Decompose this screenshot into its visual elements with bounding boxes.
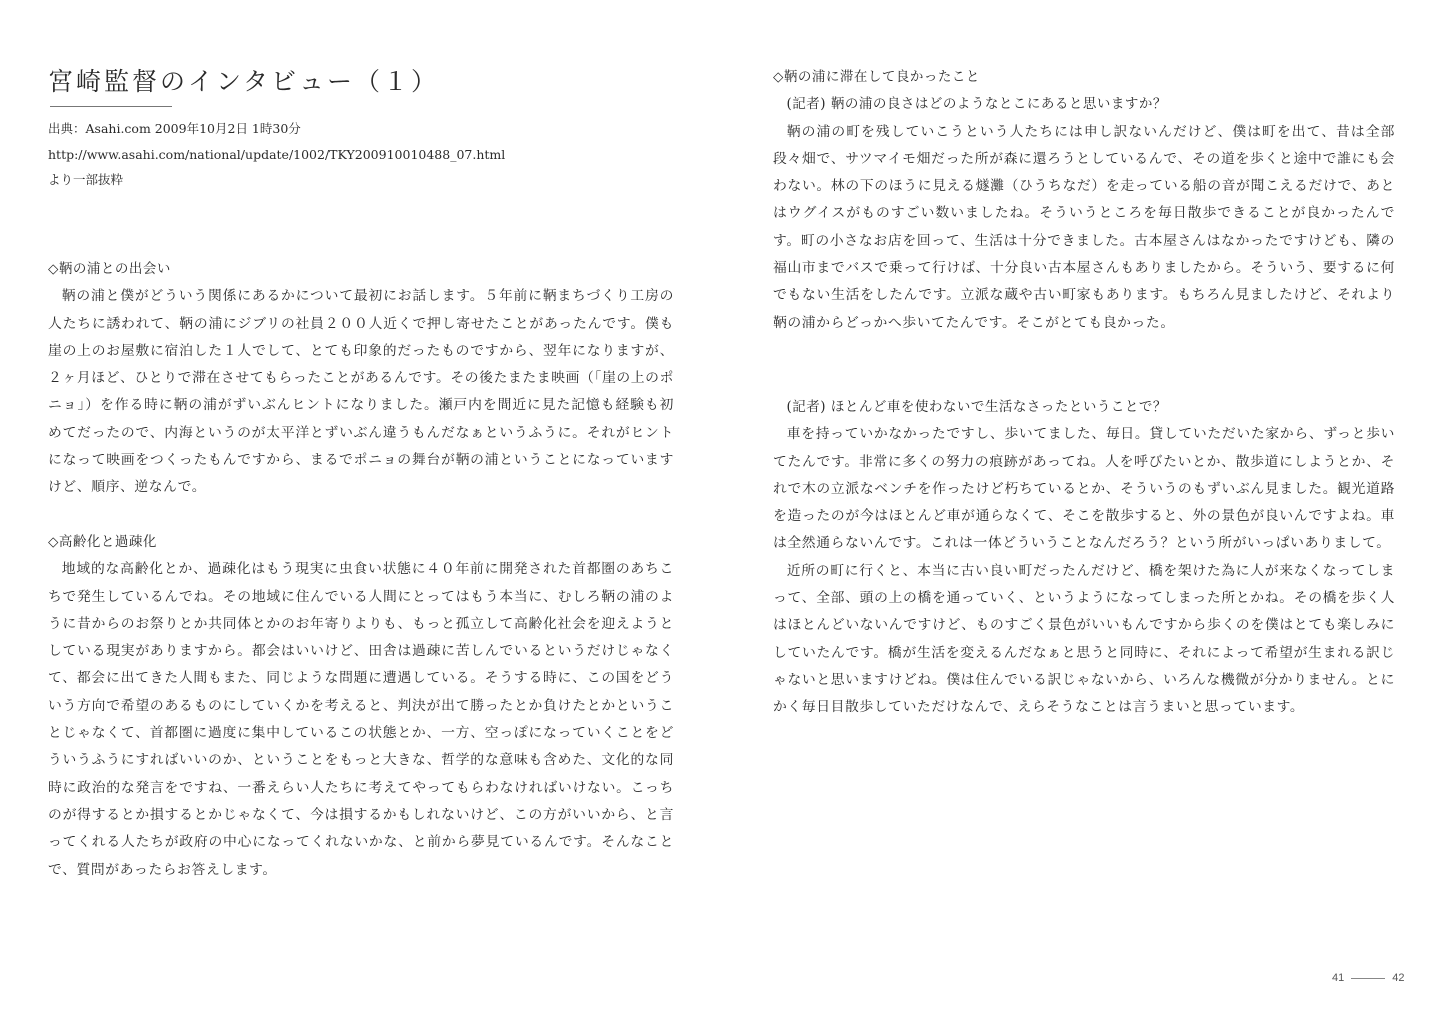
section-body: 鞆の浦と僕がどういう関係にあるかについて最初にお話します。５年前に鞆まちづくり工房の人たちに誘われて、鞆の浦にジブリの社員２００人近くで押し寄せたことがあったんです。僕も崖の上のお屋敷に宿泊した１人でして、とても印象的だったものですから、翌年になりますが、２ヶ月ほど、ひとりで滞在させてもらったことがあるんです。その後たまたま映画（「崖の上のポニョ」）を作る時に鞆の浦がずいぶんヒントになりました。瀬戸内を間近に見た記憶も経験も初めてだったので、内海というのが太平洋とずいぶん違うもんだなぁというふうに。それがヒントになって映画をつくったもんですから、まるでポニョの舞台が鞆の浦ということになっていますけど、順序、逆なんで。 [48, 288, 674, 496]
source-url: http://www.asahi.com/national/update/1002/TKY200910010488_07.html [48, 146, 506, 162]
section-aging [48, 529, 674, 884]
source-citation [48, 116, 674, 193]
section-stay [773, 64, 1395, 337]
interview-question: (記者) 鞆の浦の良さはどのようなとこにあると思いますか？ [786, 96, 1167, 113]
section-heading: ◇鞆の浦に滞在して良かったこと [773, 69, 980, 85]
source-note: より一部抜粋 [48, 172, 124, 187]
page-number-left: 41 [1332, 972, 1345, 984]
page-number-divider [1351, 978, 1385, 979]
section-heading: ◇高齢化と過疎化 [48, 534, 157, 550]
title-underline [50, 106, 172, 107]
answer-body: 車を持っていかなかったですし、歩いてました、毎日。貸していただいた家から、ずっと歩いてたんです。非常に多くの努力の痕跡があってね。人を呼びたいとか、散歩道にしようとか、それで木の立派なベンチを作ったけど朽ちているとか、そういうのもずいぶん見ました。観光道路を造ったのが今はほとんど車が通らなくて、そこを散歩すると、外の景色が良いんですよね。車は全然通らないんです。これは一体どういうことなんだろう？という所がいっぱいありまして。 [773, 426, 1395, 552]
answer-body: 近所の町に行くと、本当に古い良い町だったんだけど、橋を架けた為に人が来なくなってしまって、全部、頭の上の橋を通っていく、というようになってしまった所とかね。その橋を歩く人はほとんどいないんですけど、ものすごく景色がいいもんですから歩くのを僕はとても楽しみにしていたんです。橋が生活を変えるんだなぁと思うと同時に、それによって希望が生まれる訳じゃないと思いますけどね。僕は住んでいる訳じゃないから、いろんな機微が分かりません。とにかく毎日目散歩していただけなんで、えらそうなことは言うまいと思っています。 [773, 562, 1395, 716]
section-walking [773, 394, 1395, 722]
section-heading: ◇鞆の浦との出会い [48, 261, 171, 277]
page-number-right: 42 [1392, 972, 1405, 984]
answer-body: 鞆の浦の町を残していこうという人たちには申し訳ないんだけど、僕は町を出て、昔は全部段々畑で、サツマイモ畑だった所が森に還ろうとしているんで、その道を歩くと途中で誰にも会わない。林の下のほうに見える燧灘（ひうちなだ）を走っている船の音が聞こえるだけで、あとはウグイスがものすごい数いましたね。そういうところを毎日散歩できることが良かったんです。町の小さなお店を回って、生活は十分できました。古本屋さんはなかったですけども、隣の福山市までバスで乗って行けば、十分良い古本屋さんもありましたから。そういう、要するに何でもない生活をしたんです。立派な蔵や古い町家もあります。もちろん見ましたけど、それより鞆の浦からどっかへ歩いてたんです。そこがとても良かった。 [773, 123, 1395, 331]
interview-question: (記者) ほとんど車を使わないで生活なさったということで？ [786, 399, 1167, 415]
page-title: 宮崎監督のインタビュー（１） [48, 67, 440, 96]
section-encounter [48, 256, 674, 502]
page-numbers [1332, 972, 1405, 984]
source-line: 出典：Asahi.com 2009年10月2日 1時30分 [48, 121, 301, 136]
section-body: 地域的な高齢化とか、過疎化はもう現実に虫食い状態に４０年前に開発された首都圏のあちこちで発生しているんでね。その地域に住んでいる人間にとってはもう本当に、むしろ鞆の浦のように昔からのお祭りとか共同体とかのお年寄りよりも、もっと孤立して高齢化社会を迎えようとしている現実がありますから。都会はいいけど、田舎は過疎に苦しんでいるというだけじゃなくて、都会に出てきた人間もまた、同じような問題に遭遇している。そうする時に、この国をどういう方向で希望のあるものにしていくかを考えると、判決が出て勝ったとか負けたとかということじゃなくて、首都圏に過度に集中しているこの状態とか、一方、空っぽになっていくことをどういうふうにすればいいのか、ということをもっと大きな、哲学的な意味も含めた、文化的な同時に政治的な発言をですね、一番えらい人たちに考えてやってもらわなければいけない。こっちのが得するとか損するとかじゃなくて、今は損するかもしれないけど、この方がいいから、と言ってくれる人たちが政府の中心になってくれないかな、と前から夢見ているんです。そんなことで、質問があったらお答えします。 [48, 561, 674, 878]
